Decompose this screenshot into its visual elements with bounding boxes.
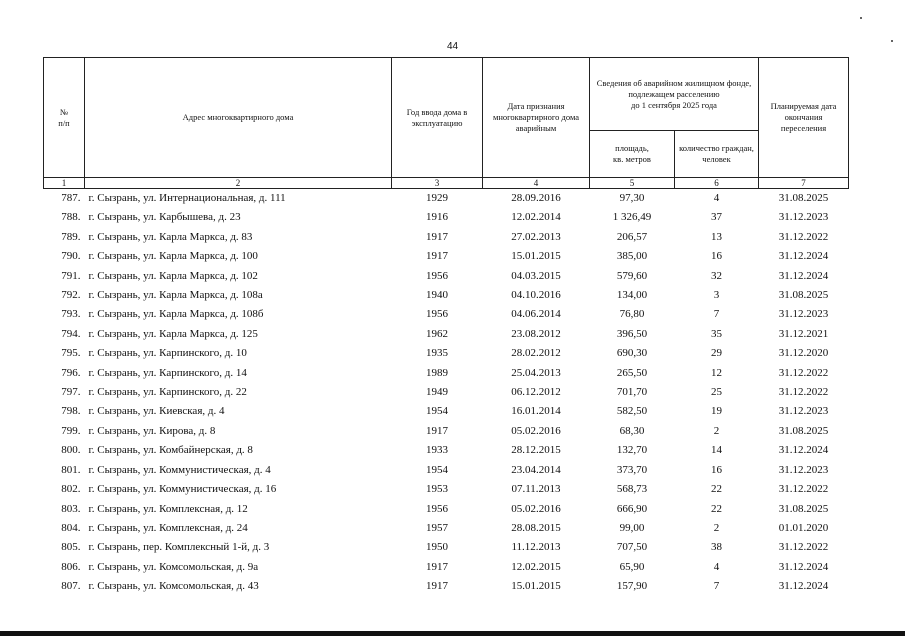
row-planned-date: 31.12.2023 (778, 308, 829, 321)
column-number: 4 (483, 178, 590, 189)
table-row (44, 305, 849, 324)
table-row (44, 383, 849, 402)
row-planned-date: 31.12.2024 (778, 560, 829, 573)
row-area: 1 326,49 (612, 211, 652, 224)
row-planned-date: 31.12.2021 (778, 327, 829, 340)
table-row (44, 344, 849, 363)
row-emergency-date: 28.12.2015 (511, 444, 561, 457)
row-planned-date: 31.12.2023 (778, 211, 829, 224)
row-planned-date: 31.12.2022 (778, 386, 829, 399)
header-year: Год ввода дома в эксплуатацию (392, 58, 483, 178)
row-number: 795. (61, 347, 81, 360)
header-people: количество граждан, человек (675, 131, 759, 178)
row-year: 1957 (426, 521, 448, 534)
row-number: 805. (61, 541, 81, 554)
row-planned-date: 31.12.2024 (778, 250, 829, 263)
table-row (44, 325, 849, 344)
header-emergency-date: Дата признания многоквартирного дома аварийным (483, 58, 590, 178)
row-emergency-date: 12.02.2015 (511, 560, 561, 573)
row-planned-date: 31.12.2022 (778, 366, 829, 379)
row-emergency-date: 28.08.2015 (511, 521, 561, 534)
row-people: 32 (711, 269, 722, 282)
row-area: 707,50 (616, 541, 648, 554)
row-number: 799. (61, 424, 81, 437)
table-row (44, 538, 849, 557)
row-number: 806. (61, 560, 81, 573)
row-address: г. Сызрань, ул. Карла Маркса, д. 125 (88, 327, 258, 340)
table-row (44, 422, 849, 441)
row-emergency-date: 05.02.2016 (511, 502, 561, 515)
row-people: 4 (713, 192, 720, 204)
row-area: 65,90 (619, 560, 645, 573)
row-address: г. Сызрань, ул. Интернациональная, д. 111 (88, 192, 286, 204)
row-year: 1940 (426, 289, 448, 302)
table-row (44, 402, 849, 421)
table-row (44, 189, 849, 209)
row-address: г. Сызрань, ул. Комбайнерская, д. 8 (88, 444, 253, 457)
row-people: 12 (711, 366, 722, 379)
header-area: площадь, кв. метров (590, 131, 675, 178)
row-address: г. Сызрань, ул. Карла Маркса, д. 108б (88, 308, 264, 321)
row-people: 16 (711, 250, 722, 263)
row-emergency-date: 23.08.2012 (511, 327, 561, 340)
row-people: 2 (713, 521, 720, 534)
header-fund-info: Сведения об аварийном жилищном фонде, подлежащем расселению до 1 сентября 2025 года (590, 58, 759, 131)
row-emergency-date: 28.09.2016 (511, 192, 561, 204)
row-planned-date: 31.08.2025 (778, 424, 829, 437)
row-area: 582,50 (616, 405, 648, 418)
row-year: 1956 (426, 502, 448, 515)
row-number: 793. (61, 308, 81, 321)
row-year: 1949 (426, 386, 448, 399)
row-planned-date: 31.12.2022 (778, 483, 829, 496)
header-planned-date: Планируемая дата окончания переселения (759, 58, 849, 178)
row-address: г. Сызрань, ул. Кирова, д. 8 (88, 424, 216, 437)
row-number: 791. (61, 269, 81, 282)
row-people: 3 (713, 289, 720, 302)
row-number: 807. (61, 580, 81, 593)
row-people: 29 (711, 347, 722, 360)
row-emergency-date: 07.11.2013 (511, 483, 561, 496)
row-planned-date: 31.12.2023 (778, 405, 829, 418)
row-year: 1917 (426, 580, 448, 593)
row-emergency-date: 12.02.2014 (511, 211, 561, 224)
row-address: г. Сызрань, ул. Карла Маркса, д. 100 (88, 250, 258, 263)
row-emergency-date: 28.02.2012 (511, 347, 561, 360)
row-emergency-date: 15.01.2015 (511, 250, 561, 263)
bottom-rule (0, 631, 905, 636)
row-area: 701,70 (616, 386, 648, 399)
row-planned-date: 31.12.2023 (778, 463, 829, 476)
row-planned-date: 01.01.2020 (778, 521, 829, 534)
row-number: 790. (61, 250, 81, 263)
row-year: 1962 (426, 327, 448, 340)
row-emergency-date: 15.01.2015 (511, 580, 561, 593)
row-address: г. Сызрань, ул. Киевская, д. 4 (88, 405, 225, 418)
table-row (44, 364, 849, 383)
row-address: г. Сызрань, ул. Комплексная, д. 12 (88, 502, 248, 515)
row-area: 68,30 (619, 424, 645, 437)
header-address: Адрес многоквартирного дома (85, 58, 392, 178)
row-emergency-date: 25.04.2013 (511, 366, 561, 379)
table-row (44, 286, 849, 305)
row-year: 1917 (426, 230, 448, 243)
row-emergency-date: 16.01.2014 (511, 405, 561, 418)
row-area: 134,00 (616, 289, 648, 302)
row-year: 1956 (426, 308, 448, 321)
row-number: 800. (61, 444, 81, 457)
column-number: 1 (44, 178, 85, 189)
row-address: г. Сызрань, ул. Коммунистическая, д. 4 (88, 463, 271, 476)
table-row (44, 577, 849, 596)
row-year: 1933 (426, 444, 448, 457)
row-people: 13 (711, 230, 722, 243)
row-address: г. Сызрань, ул. Карбышева, д. 23 (88, 211, 241, 224)
row-number: 796. (61, 366, 81, 379)
row-area: 206,57 (616, 230, 648, 243)
row-people: 38 (711, 541, 722, 554)
table-row (44, 519, 849, 538)
row-area: 76,80 (619, 308, 645, 321)
row-emergency-date: 04.03.2015 (511, 269, 561, 282)
row-area: 666,90 (616, 502, 648, 515)
row-year: 1954 (426, 463, 448, 476)
row-emergency-date: 04.10.2016 (511, 289, 561, 302)
row-address: г. Сызрань, ул. Карла Маркса, д. 102 (88, 269, 258, 282)
row-people: 2 (713, 424, 720, 437)
column-number: 3 (392, 178, 483, 189)
row-number: 797. (61, 386, 81, 399)
row-year: 1929 (426, 192, 448, 204)
row-area: 396,50 (616, 327, 648, 340)
row-people: 7 (713, 308, 720, 321)
row-address: г. Сызрань, ул. Комсомольская, д. 43 (88, 580, 259, 593)
table-row (44, 208, 849, 227)
table-row (44, 441, 849, 460)
row-year: 1917 (426, 560, 448, 573)
row-people: 14 (711, 444, 722, 457)
table-row (44, 558, 849, 577)
row-address: г. Сызрань, ул. Карпинского, д. 14 (88, 366, 247, 379)
row-emergency-date: 05.02.2016 (511, 424, 561, 437)
row-emergency-date: 11.12.2013 (511, 541, 561, 554)
row-area: 690,30 (616, 347, 648, 360)
row-planned-date: 31.12.2024 (778, 269, 829, 282)
row-address: г. Сызрань, ул. Карпинского, д. 22 (88, 386, 247, 399)
table-row (44, 228, 849, 247)
header-num: № п/п (44, 58, 85, 178)
row-planned-date: 31.12.2024 (778, 580, 829, 593)
row-year: 1953 (426, 483, 448, 496)
row-planned-date: 31.08.2025 (778, 192, 829, 204)
row-number: 787. (61, 192, 81, 204)
column-number: 5 (590, 178, 675, 189)
row-people: 7 (713, 580, 720, 593)
row-area: 97,30 (619, 192, 645, 204)
table-header (44, 58, 849, 189)
row-emergency-date: 04.06.2014 (511, 308, 561, 321)
column-numbers-row (44, 178, 849, 189)
row-year: 1917 (426, 250, 448, 263)
row-planned-date: 31.12.2022 (778, 541, 829, 554)
row-people: 19 (711, 405, 722, 418)
row-year: 1917 (426, 424, 448, 437)
row-year: 1950 (426, 541, 448, 554)
column-number: 7 (759, 178, 849, 189)
row-people: 22 (711, 483, 722, 496)
row-number: 792. (61, 289, 81, 302)
row-number: 798. (61, 405, 81, 418)
row-people: 22 (711, 502, 722, 515)
row-people: 16 (711, 463, 722, 476)
row-year: 1989 (426, 366, 448, 379)
row-address: г. Сызрань, ул. Комсомольская, д. 9а (88, 560, 259, 573)
row-number: 804. (61, 521, 81, 534)
row-year: 1935 (426, 347, 448, 360)
row-number: 794. (61, 327, 81, 340)
column-number: 6 (675, 178, 759, 189)
row-address: г. Сызрань, ул. Комплексная, д. 24 (88, 521, 248, 534)
row-people: 25 (711, 386, 722, 399)
table-row (44, 267, 849, 286)
table-row (44, 461, 849, 480)
row-emergency-date: 06.12.2012 (511, 386, 561, 399)
row-number: 802. (61, 483, 81, 496)
row-year: 1956 (426, 269, 448, 282)
scan-speck (891, 40, 893, 42)
row-number: 803. (61, 502, 81, 515)
row-address: г. Сызрань, ул. Коммунистическая, д. 16 (88, 483, 277, 496)
row-year: 1916 (426, 211, 448, 224)
row-year: 1954 (426, 405, 448, 418)
emergency-housing-table (43, 57, 849, 597)
row-people: 37 (711, 211, 722, 224)
row-planned-date: 31.08.2025 (778, 289, 829, 302)
row-address: г. Сызрань, ул. Карпинского, д. 10 (88, 347, 247, 360)
row-people: 4 (713, 560, 720, 573)
row-area: 579,60 (616, 269, 648, 282)
table-row (44, 500, 849, 519)
row-area: 373,70 (616, 463, 648, 476)
page-number: 44 (446, 41, 459, 52)
table-row (44, 480, 849, 499)
row-area: 132,70 (616, 444, 648, 457)
row-area: 99,00 (619, 521, 645, 534)
row-planned-date: 31.12.2024 (778, 444, 829, 457)
row-number: 788. (61, 211, 81, 224)
row-emergency-date: 23.04.2014 (511, 463, 561, 476)
row-emergency-date: 27.02.2013 (511, 230, 561, 243)
row-people: 35 (711, 327, 722, 340)
column-number: 2 (85, 178, 392, 189)
table-body (44, 189, 849, 597)
row-area: 265,50 (616, 366, 648, 379)
row-area: 157,90 (616, 580, 648, 593)
row-number: 789. (61, 230, 81, 243)
scan-speck (860, 17, 862, 19)
row-number: 801. (61, 463, 81, 476)
row-address: г. Сызрань, ул. Карла Маркса, д. 83 (88, 230, 253, 243)
row-address: г. Сызрань, пер. Комплексный 1-й, д. 3 (88, 541, 270, 554)
row-address: г. Сызрань, ул. Карла Маркса, д. 108а (88, 289, 263, 302)
row-area: 568,73 (616, 483, 648, 496)
row-planned-date: 31.12.2022 (778, 230, 829, 243)
row-area: 385,00 (616, 250, 648, 263)
row-planned-date: 31.12.2020 (778, 347, 829, 360)
table-row (44, 247, 849, 266)
row-planned-date: 31.08.2025 (778, 502, 829, 515)
